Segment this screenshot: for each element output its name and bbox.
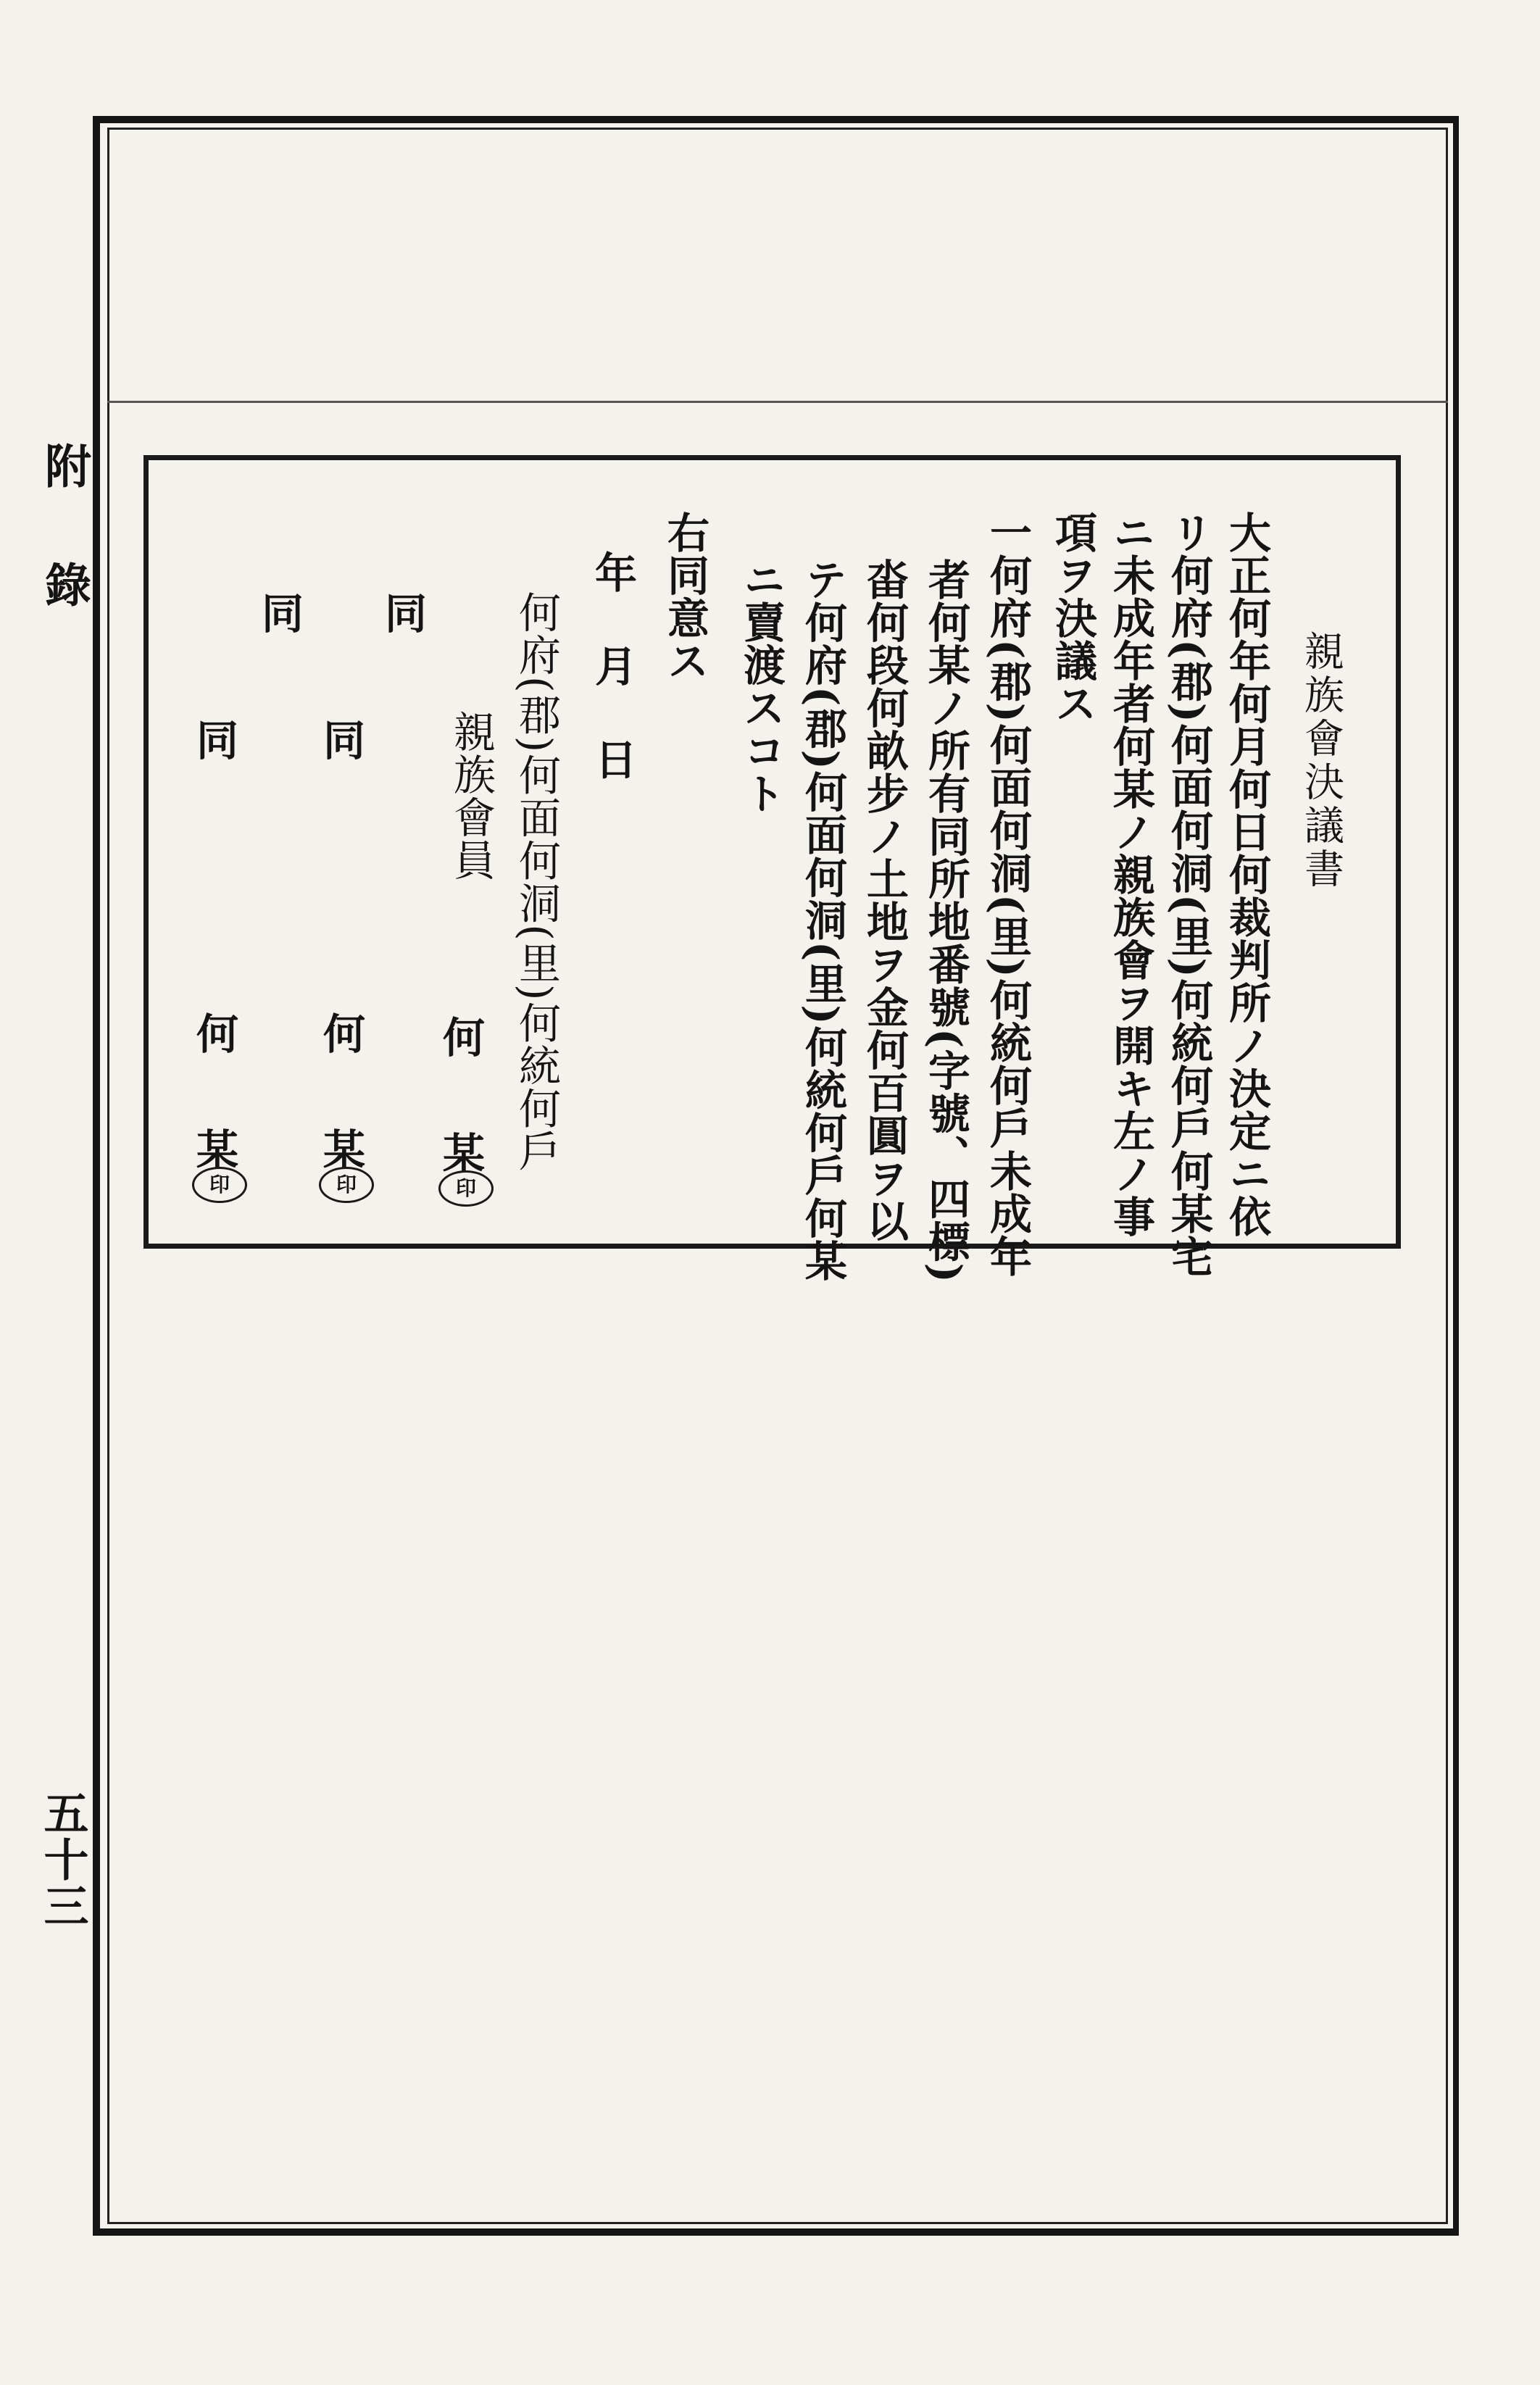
body-line-9: ニ賣渡スコト <box>736 558 786 815</box>
date-day: 日 <box>588 738 637 781</box>
body-line-3: ニ未成年者何某ノ親族會ヲ開キ左ノ事 <box>1106 511 1155 1238</box>
form-title: 親族會決議書 <box>1298 630 1344 891</box>
date-month: 月 <box>588 644 637 687</box>
seal-icon: 印 <box>438 1170 494 1207</box>
signer-1-name-bottom: 某 <box>442 1129 485 1178</box>
member-label: 親族會員 <box>446 710 496 881</box>
signer-2-name-top: 何 <box>322 1010 365 1059</box>
seal-icon: 印 <box>192 1167 247 1203</box>
signer-2-name-bottom: 某 <box>322 1125 365 1175</box>
page-number: 五十三 <box>36 1790 89 1929</box>
signer-3-name-top: 何 <box>196 1010 238 1059</box>
body-line-2: リ何府(郡)何面何洞(里)何統何戶何某宅 <box>1164 511 1213 1278</box>
signer-address: 何府(郡)何面何洞(里)何統何戶 <box>512 591 561 1173</box>
date-line <box>587 551 638 781</box>
date-year: 年 <box>588 551 637 594</box>
same-address-1: 同 <box>384 589 427 638</box>
seal-icon: 印 <box>319 1167 374 1203</box>
same-member-2: 同 <box>322 716 365 765</box>
signer-1-name-top: 何 <box>442 1013 485 1062</box>
body-line-5: 一何府(郡)何面何洞(里)何統何戶未成年 <box>983 511 1032 1278</box>
body-line-1: 大正何年何月何日何裁判所ノ決定ニ依 <box>1222 511 1271 1238</box>
body-line-7: 畓何段何畝步ノ土地ヲ金何百圓ヲ以 <box>860 558 909 1242</box>
body-line-8: テ何府(郡)何面何洞(里)何統何戶何某 <box>798 558 847 1282</box>
agreement-line: 右同意ス <box>660 511 709 682</box>
signer-3-name-bottom: 某 <box>196 1125 238 1175</box>
section-title: 附錄 <box>37 442 91 680</box>
same-member-4: 同 <box>196 716 238 765</box>
body-line-4: 項ヲ決議ス <box>1048 511 1097 725</box>
body-line-6: 者何某ノ所有同所地番號(字號、四標) <box>921 558 970 1283</box>
header-rule <box>107 401 1448 403</box>
same-address-3: 同 <box>261 589 304 638</box>
